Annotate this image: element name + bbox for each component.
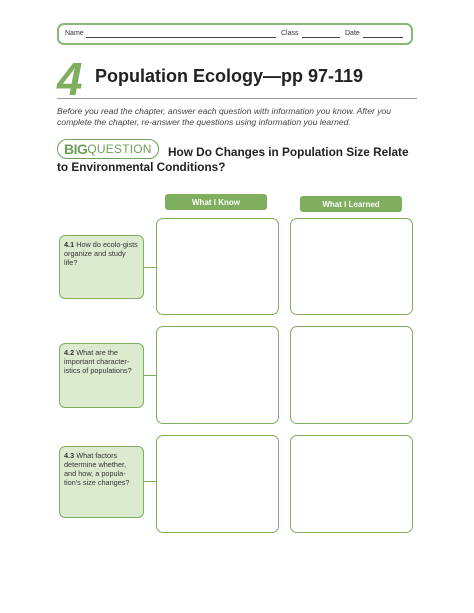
- connector-line: [144, 267, 156, 268]
- date-field[interactable]: [363, 37, 403, 38]
- question-box-4-3: [59, 446, 144, 518]
- what-i-learned-box-4-2[interactable]: [290, 326, 413, 424]
- divider: [57, 98, 417, 99]
- question-number: 4.2: [64, 348, 75, 357]
- what-i-know-box-4-1[interactable]: [156, 218, 279, 315]
- what-i-know-header: What I Know: [165, 194, 267, 210]
- class-field[interactable]: [302, 37, 340, 38]
- class-label: Class: [281, 30, 299, 37]
- what-i-know-box-4-3[interactable]: [156, 435, 279, 533]
- question-number: 4.3: [64, 451, 75, 460]
- badge-question: QUESTION: [87, 142, 152, 156]
- name-field[interactable]: [86, 37, 276, 38]
- big-question-badge: [57, 139, 159, 159]
- name-label: Name: [65, 30, 84, 37]
- what-i-learned-header: What I Learned: [300, 196, 402, 212]
- connector-line: [144, 481, 156, 482]
- question-text: What factors determine whether, and how, a popula-tion's size changes?: [64, 451, 130, 487]
- question-text: What are the important character-istics of populations?: [64, 348, 132, 375]
- question-box-4-2: [59, 343, 144, 408]
- connector-line: [144, 375, 156, 376]
- question-box-4-1: [59, 235, 144, 299]
- date-label: Date: [345, 30, 360, 37]
- what-i-know-box-4-2[interactable]: [156, 326, 279, 424]
- badge-big: BIG: [64, 141, 88, 157]
- what-i-learned-box-4-3[interactable]: [290, 435, 413, 533]
- question-text: How do ecolo-gists organize and study life?: [64, 240, 138, 267]
- chapter-number: 4: [57, 53, 83, 105]
- instructions: Before you read the chapter, answer each question with information you know. After you complete the chapter, re-answer the questions using information you learned.: [57, 106, 392, 127]
- question-number: 4.1: [64, 240, 75, 249]
- chapter-title: Population Ecology—pp 97-119: [95, 66, 364, 86]
- what-i-learned-box-4-1[interactable]: [290, 218, 413, 315]
- big-question-text: How Do Changes in Population Size Relate to Environmental Conditions?: [57, 145, 409, 174]
